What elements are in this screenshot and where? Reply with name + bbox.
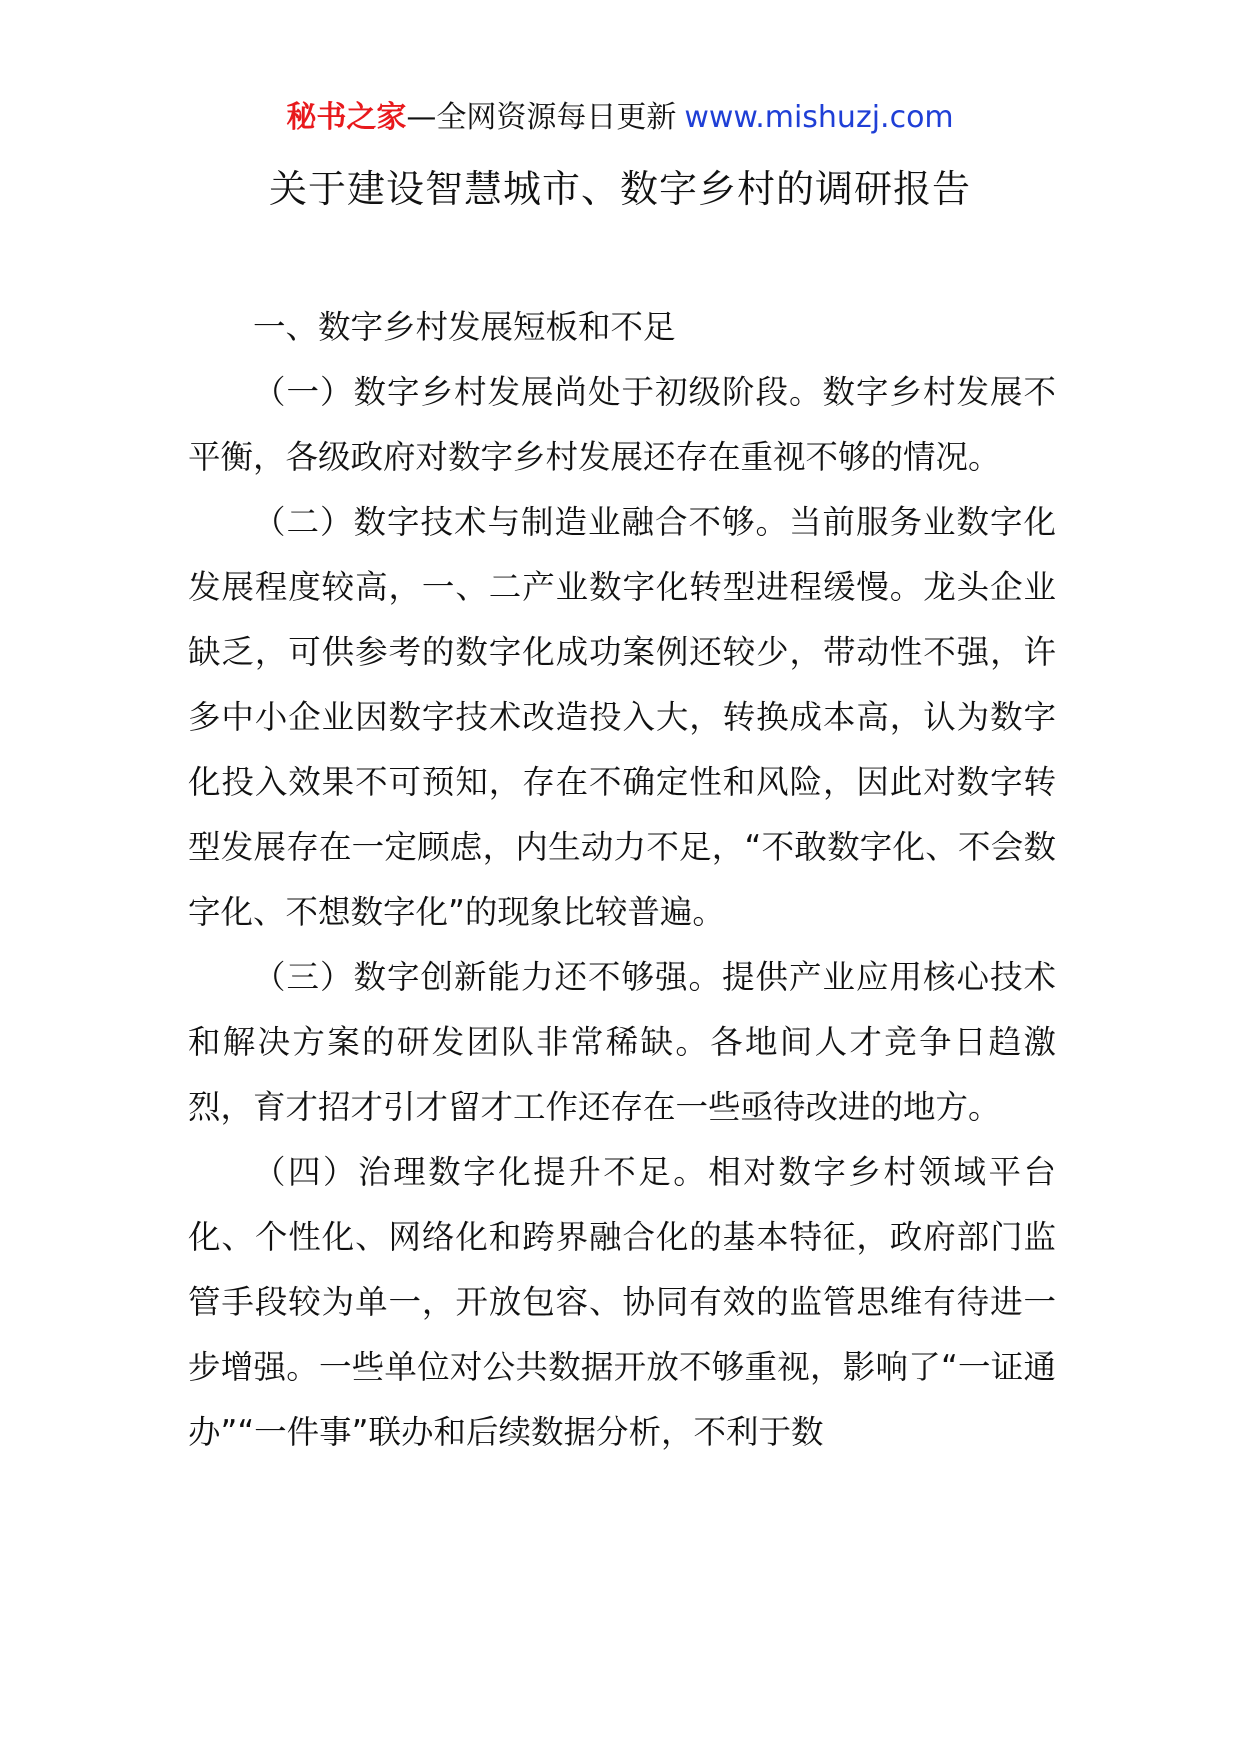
site-brand: 秘书之家: [286, 100, 407, 135]
document-body: [188, 295, 1056, 1465]
section-heading: 一、数字乡村发展短板和不足: [253, 308, 676, 346]
site-slogan: —全网资源每日更新: [406, 100, 677, 135]
paragraph-4: （四）治理数字化提升不足。相对数字乡村领域平台化、个性化、网络化和跨界融合化的基本特征，政府部门监管手段较为单一，开放包容、协同有效的监管思维有待进一步增强。一些单位对公共数据开放不够重视，影响了“一证通办”“一件事”联办和后续数据分析，不利于数: [188, 1153, 1056, 1451]
document-title: 关于建设智慧城市、数字乡村的调研报告: [268, 167, 971, 211]
paragraph-3: （三）数字创新能力还不够强。提供产业应用核心技术和解决方案的研发团队非常稀缺。各地间人才竞争日趋激烈，育才招才引才留才工作还存在一些亟待改进的地方。: [188, 958, 1056, 1126]
paragraph-2: （二）数字技术与制造业融合不够。当前服务业数字化发展程度较高，一、二产业数字化转型进程缓慢。龙头企业缺乏，可供参考的数字化成功案例还较少，带动性不强，许多中小企业因数字技术改造投入大，转换成本高，认为数字化投入效果不可预知，存在不确定性和风险，因此对数字转型发展存在一定顾虑，内生动力不足，“不敢数字化、不会数字化、不想数字化”的现象比较普遍。: [188, 503, 1056, 931]
paragraph-1: （一）数字乡村发展尚处于初级阶段。数字乡村发展不平衡，各级政府对数字乡村发展还存在重视不够的情况。: [188, 373, 1056, 476]
site-header: [0, 98, 1240, 138]
site-url-link[interactable]: www.mishuzj.com: [684, 100, 954, 135]
